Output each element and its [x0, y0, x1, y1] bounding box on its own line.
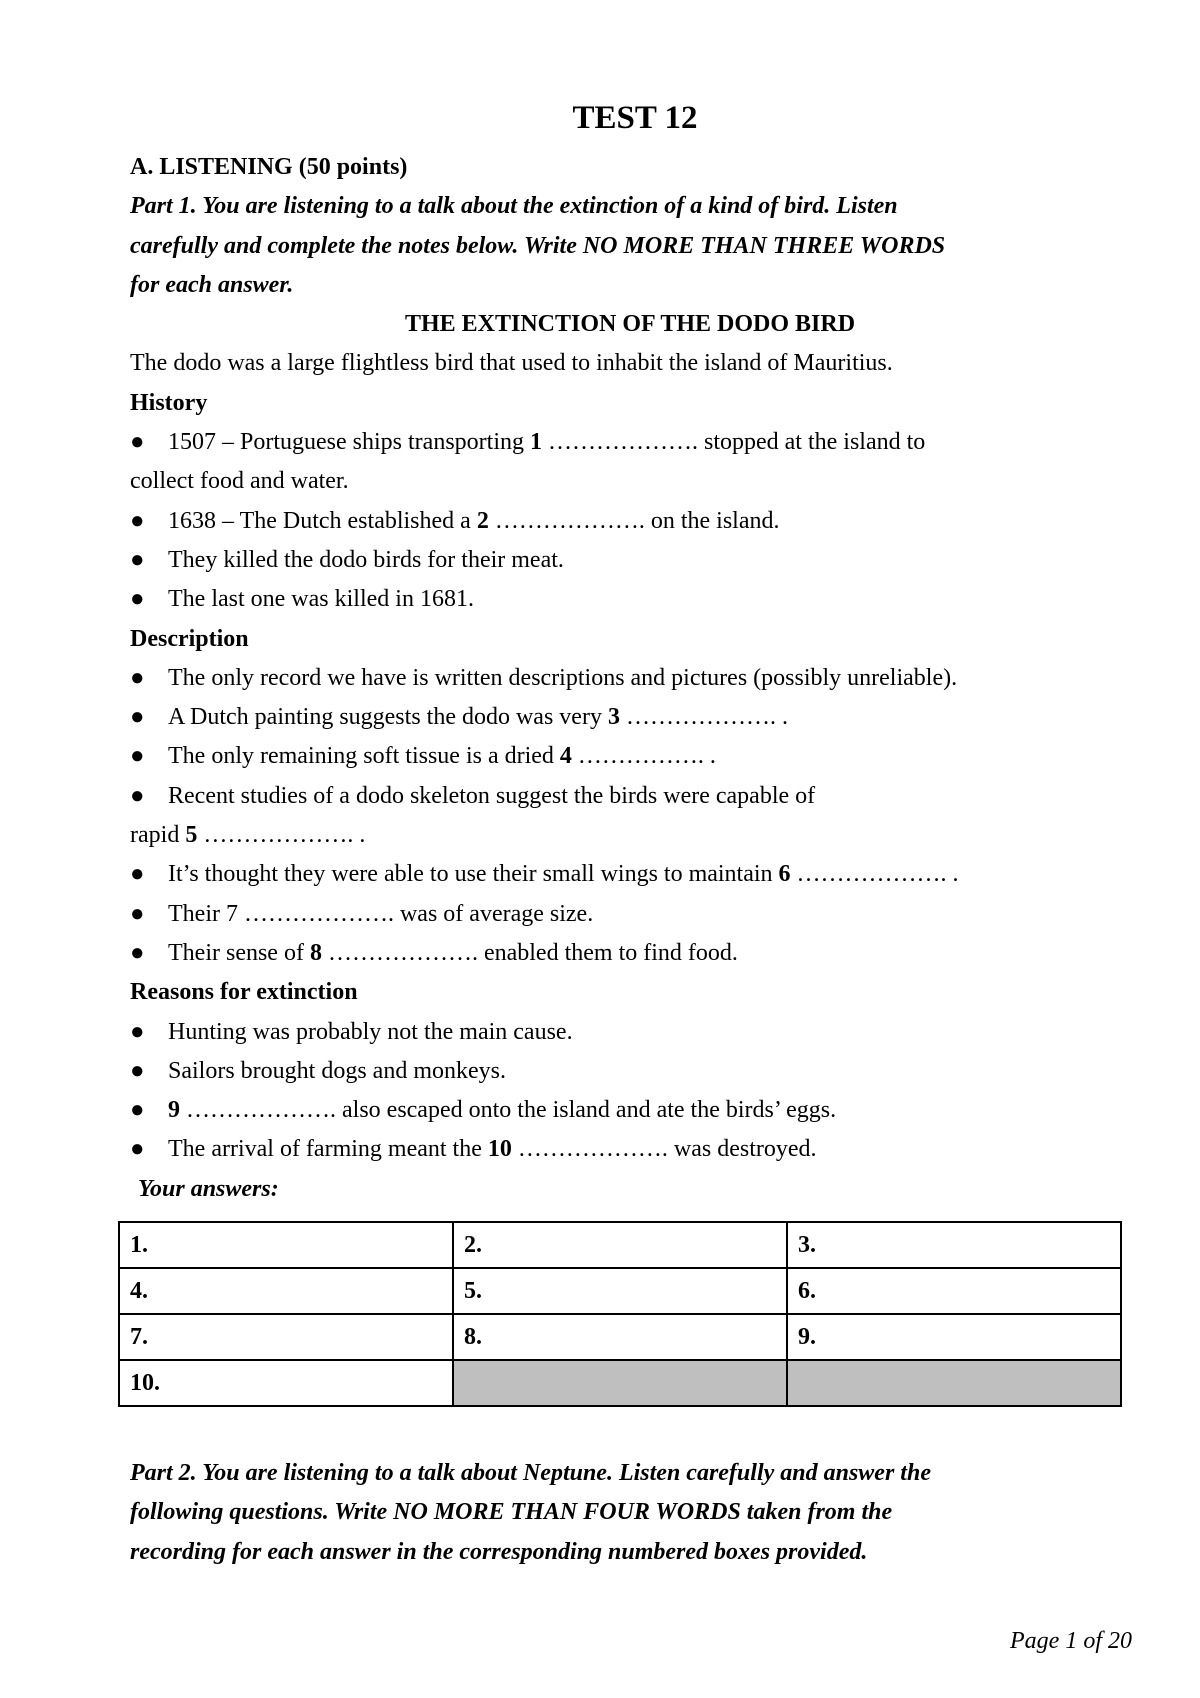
part1-instruction-line-3: for each answer. — [130, 271, 294, 298]
answer-cell[interactable]: 5. — [453, 1268, 787, 1314]
part2-instruction-line-1: Part 2. You are listening to a talk about Neptune. Listen carefully and answer the — [130, 1460, 931, 1486]
bullet-icon: ● — [130, 1057, 145, 1084]
description-item-4: ● Recent studies of a dodo skeleton suggest the birds were capable of — [130, 777, 1130, 816]
answer-cell[interactable]: 6. — [787, 1268, 1121, 1314]
bullet-icon: ● — [130, 861, 145, 888]
history-item-1-continued: collect food and water. — [130, 468, 349, 495]
description-item-4-continued: rapid 5 ………………. . — [130, 822, 366, 849]
table-row — [119, 1314, 1121, 1360]
reasons-item-3: ● 9 ………………. also escaped onto the island and ate the birds’ eggs. — [130, 1091, 1130, 1130]
table-row — [119, 1360, 1121, 1406]
gap-number: 10 — [487, 1136, 512, 1163]
bullet-icon: ● — [130, 782, 145, 809]
bullet-icon: ● — [130, 1097, 145, 1124]
part1-instruction-line-1: Part 1. You are listening to a talk about the extinction of a kind of bird. Listen — [130, 193, 898, 220]
history-item-2: ● 1638 – The Dutch established a 2 ………………. on the island. — [130, 502, 1130, 541]
bullet-icon: ● — [130, 664, 145, 691]
reasons-item-2: ● Sailors brought dogs and monkeys. — [130, 1052, 1130, 1091]
bullet-icon: ● — [130, 546, 145, 573]
part2-instruction-line-2: following questions. Write NO MORE THAN FOUR WORDS taken from the — [130, 1499, 893, 1526]
notes-heading: THE EXTINCTION OF THE DODO BIRD — [404, 311, 856, 338]
your-answers-label: Your answers: — [138, 1175, 279, 1202]
answer-cell[interactable]: 7. — [119, 1314, 453, 1360]
page-title: TEST 12 — [572, 100, 698, 136]
bullet-icon: ● — [130, 900, 145, 927]
bullet-icon: ● — [130, 1018, 145, 1045]
history-item-3: ● They killed the dodo birds for their meat. — [130, 541, 1130, 580]
answer-cell[interactable]: 1. — [119, 1222, 453, 1268]
bullet-icon: ● — [130, 586, 145, 613]
part1-instruction-line-2: carefully and complete the notes below. Write NO MORE THAN THREE WORDS — [130, 232, 946, 259]
bullet-icon: ● — [130, 507, 145, 534]
answer-cell[interactable]: 10. — [119, 1360, 453, 1406]
gap-number: 2 — [476, 507, 489, 534]
answer-cell[interactable]: 9. — [787, 1314, 1121, 1360]
shaded-cell — [453, 1360, 787, 1406]
gap-number: 9 — [168, 1097, 180, 1124]
bullet-icon: ● — [130, 704, 145, 731]
description-item-3: ● The only remaining soft tissue is a dried 4 ……………. . — [130, 737, 1130, 776]
description-item-1: ● The only record we have is written descriptions and pictures (possibly unreliable). — [130, 659, 1130, 698]
answer-cell[interactable]: 8. — [453, 1314, 787, 1360]
section-heading: A. LISTENING (50 points) — [130, 154, 408, 180]
shaded-cell — [787, 1360, 1121, 1406]
reasons-heading: Reasons for extinction — [130, 979, 358, 1006]
description-item-7: ● Their sense of 8 ………………. enabled them to find food. — [130, 934, 1130, 973]
bullet-icon: ● — [130, 1136, 145, 1163]
gap-number: 4 — [559, 743, 572, 770]
bullet-icon: ● — [130, 429, 145, 456]
gap-number: 8 — [309, 939, 322, 966]
bullet-icon: ● — [130, 939, 145, 966]
history-heading: History — [130, 389, 208, 416]
history-item-4: ● The last one was killed in 1681. — [130, 580, 1130, 619]
gap-number: 3 — [607, 704, 620, 731]
answer-cell[interactable]: 4. — [119, 1268, 453, 1314]
answer-table — [118, 1221, 1122, 1407]
table-row — [119, 1268, 1121, 1314]
part2-instructions — [130, 1454, 1130, 1572]
gap-number: 1 — [529, 429, 542, 456]
answer-cell[interactable]: 2. — [453, 1222, 787, 1268]
reasons-item-4: ● The arrival of farming meant the 10 ………………. was destroyed. — [130, 1130, 1130, 1169]
table-row — [119, 1222, 1121, 1268]
part2-instruction-line-3: recording for each answer in the corresponding numbered boxes provided. — [130, 1538, 868, 1565]
answer-cell[interactable]: 3. — [787, 1222, 1121, 1268]
description-item-6: ● Their 7 ………………. was of average size. — [130, 895, 1130, 934]
description-heading: Description — [130, 625, 249, 652]
bullet-icon: ● — [130, 743, 145, 770]
history-item-1: ● 1507 – Portuguese ships transporting 1 ………………. stopped at the island to — [130, 423, 1130, 462]
gap-number: 5 — [185, 822, 198, 849]
description-item-2: ● A Dutch painting suggests the dodo was very 3 ………………. . — [130, 698, 1130, 737]
part1-content — [130, 148, 1130, 1209]
gap-number: 6 — [778, 861, 791, 888]
reasons-item-1: ● Hunting was probably not the main cause. — [130, 1013, 1130, 1052]
description-item-5: ● It’s thought they were able to use their small wings to maintain 6 ………………. . — [130, 855, 1130, 894]
notes-intro: The dodo was a large flightless bird that used to inhabit the island of Mauritius. — [130, 350, 893, 377]
page-number: Page 1 of 20 — [1010, 1628, 1132, 1654]
